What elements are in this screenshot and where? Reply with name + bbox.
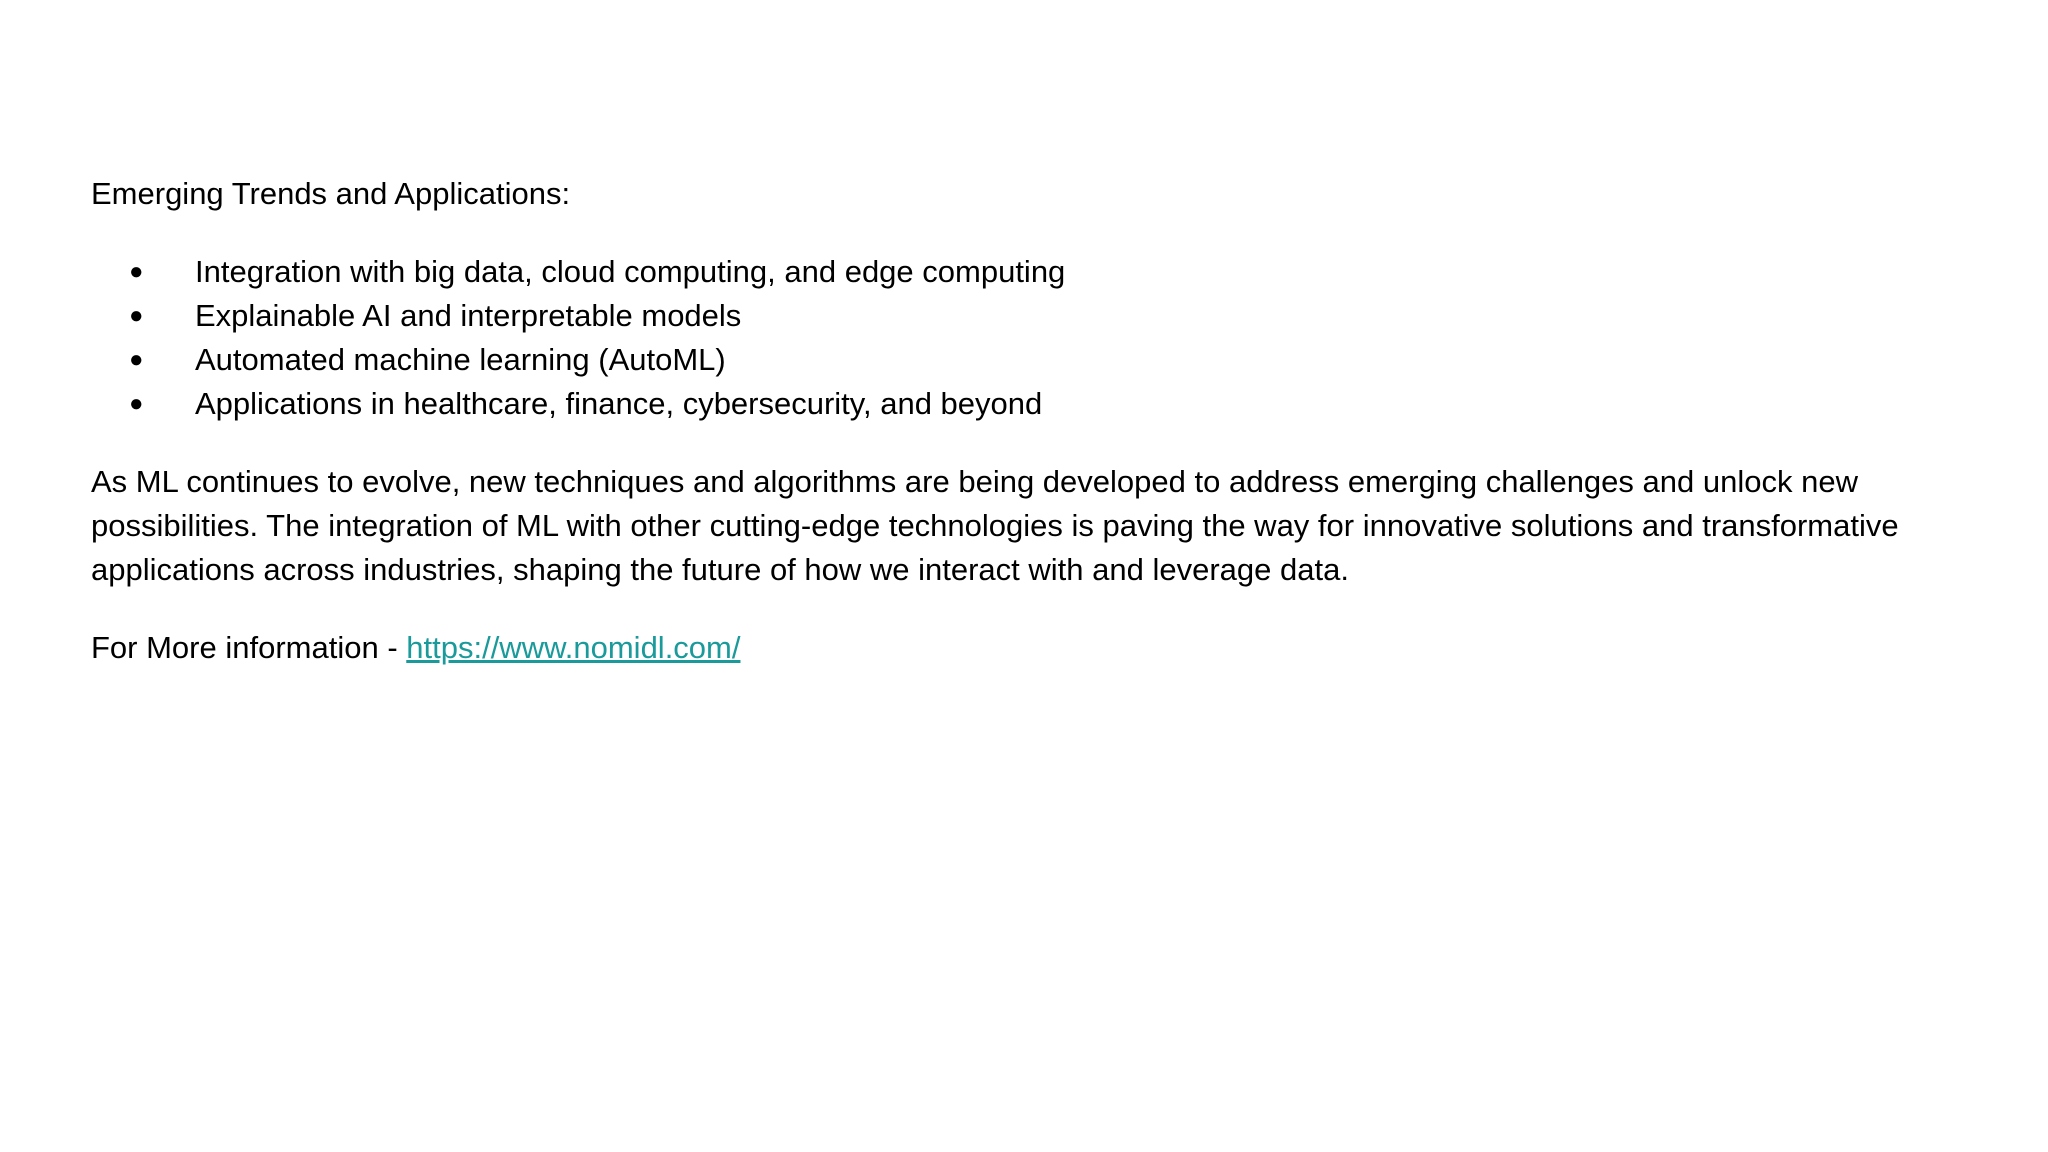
bullet-icon: ● [129, 302, 144, 329]
body-paragraph: As ML continues to evolve, new techniques and algorithms are being developed to address emerging challenges and unlock new possibilities. The integration of ML with other cutting-edge technologies is paving the way for innovative solutions and transformative applications across industries, shaping the future of how we interact with and leverage data. [91, 464, 1899, 587]
list-item-text: Explainable AI and interpretable models [195, 298, 742, 333]
document-page [91, 172, 1991, 670]
list-item [91, 294, 1991, 338]
list-item-text: Automated machine learning (AutoML) [195, 342, 726, 377]
list-item [91, 382, 1991, 426]
section-heading: Emerging Trends and Applications: [91, 176, 571, 211]
more-info-line [91, 626, 1991, 670]
trends-list [91, 250, 1991, 426]
bullet-icon: ● [129, 346, 144, 373]
website-link[interactable]: https://www.nomidl.com/ [406, 630, 741, 665]
list-item-text: Integration with big data, cloud computing, and edge computing [195, 254, 1066, 289]
more-info-label: For More information - [91, 630, 407, 665]
list-item-text: Applications in healthcare, finance, cybersecurity, and beyond [195, 386, 1043, 421]
bullet-icon: ● [129, 390, 144, 417]
list-item [91, 338, 1991, 382]
list-item [91, 250, 1991, 294]
bullet-icon: ● [129, 258, 144, 285]
